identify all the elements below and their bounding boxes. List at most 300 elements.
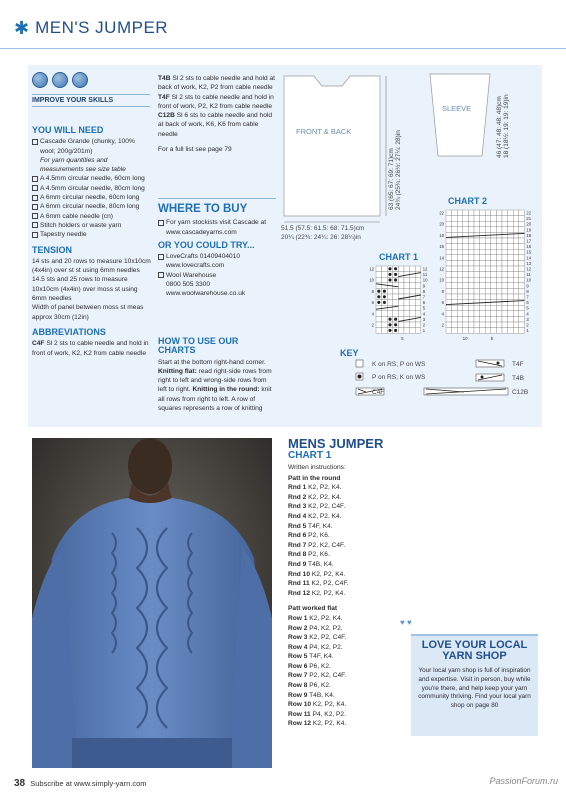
- chart-cell: [502, 249, 508, 255]
- chart-cell: [410, 283, 416, 289]
- chart1-grid: [368, 262, 432, 346]
- chart-cell: [387, 294, 393, 300]
- chart-cell: [457, 288, 463, 294]
- abbrev-c12b: C12B Sl 6 sts to cable needle and hold at back of work, K6, K6 from cable needle: [158, 112, 273, 138]
- chart-cell: [491, 316, 497, 322]
- row-label: 16: [439, 244, 444, 250]
- lys-text: Your local yarn shop is full of inspiration and expertise. Visit in person, buy while you're there, and help keep your yarn community thriving. Find your local yarn shop on page 80: [418, 667, 531, 710]
- chart-cell: [474, 238, 480, 244]
- chart-cell: [480, 322, 486, 328]
- chart-cell: [496, 238, 502, 244]
- round-instruction: Rnd 12 K2, P2, K4.: [288, 589, 346, 597]
- row-label: 12: [369, 266, 374, 272]
- lys-heading: LOVE YOUR LOCAL YARN SHOP: [421, 639, 528, 662]
- page-title: MEN'S JUMPER: [35, 18, 169, 37]
- chart-cell: [398, 328, 404, 334]
- alt-stockists-heading: OR YOU COULD TRY...: [158, 239, 255, 250]
- chart-cell: [496, 210, 502, 216]
- chart-cell: [496, 316, 502, 322]
- key-t4b: T4B: [512, 375, 524, 382]
- chart-cell: [463, 221, 469, 227]
- round-instruction: Rnd 11 K2, P2, C4F.: [288, 580, 349, 588]
- chart-key: [340, 348, 359, 358]
- chart-cell: [502, 272, 508, 278]
- chart-cell: [519, 249, 525, 255]
- chart-cell: [376, 277, 382, 283]
- row-label: 9: [526, 283, 529, 289]
- need-item: Tapestry needle: [32, 230, 152, 239]
- chart-cell: [474, 328, 480, 334]
- checkbox[interactable]: [32, 232, 38, 238]
- chart-cell: [468, 322, 474, 328]
- chart-cell: [457, 316, 463, 322]
- chart-cell: [491, 311, 497, 317]
- chart-cell: [513, 316, 519, 322]
- row-label: 12: [439, 266, 444, 272]
- chart-cell: [446, 210, 452, 216]
- chart-cell: [519, 288, 525, 294]
- chart-cell: [508, 244, 514, 250]
- chart-cell: [480, 244, 486, 250]
- chart-cell: [502, 300, 508, 306]
- chart-cell: [519, 316, 525, 322]
- row-label: 21: [526, 216, 532, 222]
- chart-cell: [485, 266, 491, 272]
- chart-cell: [480, 255, 486, 261]
- chart-cell: [457, 277, 463, 283]
- checkbox[interactable]: [32, 176, 38, 182]
- row-label: 8: [441, 288, 444, 294]
- chart-cell: [457, 294, 463, 300]
- chart-cell: [496, 266, 502, 272]
- page-footer: [14, 778, 147, 789]
- how-to-text: Start at the bottom right-hand corner. Knitting flat: read right-side rows from right to left and wrong-side rows from left to right. Knitting in the round: knit all rows from right to left. A row of squares represents a row of knitting: [158, 358, 272, 413]
- chart-cell: [491, 328, 497, 334]
- chart-cell: [404, 266, 410, 272]
- chart-cell: [519, 255, 525, 261]
- row-instruction: Row 9 T4B, K4.: [288, 691, 335, 699]
- chart-cell: [485, 227, 491, 233]
- chart-cell: [485, 260, 491, 266]
- chart-cell: [446, 249, 452, 255]
- chart-cell: [519, 260, 525, 266]
- chart-cell: [376, 311, 382, 317]
- chart-cell: [485, 221, 491, 227]
- chart-cell: [457, 210, 463, 216]
- chart-cell: [415, 277, 421, 283]
- chart-cell: [382, 322, 388, 328]
- chart-cell: [468, 232, 474, 238]
- chart-cell: [513, 322, 519, 328]
- chart-cell: [502, 260, 508, 266]
- chart-cell: [519, 238, 525, 244]
- page-number: 38: [14, 778, 26, 789]
- chart-cell: [382, 266, 388, 272]
- chart-cell: [398, 300, 404, 306]
- purl-dot: [388, 329, 391, 332]
- chart-cell: [480, 311, 486, 317]
- watermark: PassionForum.ru: [489, 776, 558, 786]
- chart-cell: [393, 288, 399, 294]
- row-label: 14: [439, 255, 444, 261]
- chart-cell: [474, 322, 480, 328]
- chart-cell: [457, 255, 463, 261]
- key-knit: K on RS; P on WS: [372, 361, 426, 368]
- chart-cell: [457, 283, 463, 289]
- chart-cell: [468, 221, 474, 227]
- stockist-item: For yarn stockists visit Cascade at: [158, 218, 276, 227]
- chart-cell: [496, 311, 502, 317]
- need-item: A 6mm circular needle, 80cm long: [32, 202, 152, 211]
- chart-cell: [491, 283, 497, 289]
- chart-cell: [446, 305, 452, 311]
- purl-dot: [394, 329, 397, 332]
- row-instruction: Row 12 K2, P2, K4.: [288, 720, 347, 728]
- header-rule: [0, 48, 566, 49]
- row-label: 3: [526, 316, 529, 322]
- need-item: A 4.5mm circular needle, 60cm long: [32, 174, 152, 183]
- chart2-grid: [432, 206, 542, 346]
- chart-cell: [410, 266, 416, 272]
- chart-cell: [457, 216, 463, 222]
- front-back-label: FRONT & BACK: [296, 127, 352, 136]
- chart-cell: [496, 255, 502, 261]
- purl-dot: [388, 323, 391, 326]
- need-item: A 6mm circular needle, 60cm long: [32, 193, 152, 202]
- chart-cell: [480, 249, 486, 255]
- round-instruction: Rnd 2 K2, P2, K4.: [288, 493, 342, 501]
- chart-cell: [446, 316, 452, 322]
- chart-cell: [474, 266, 480, 272]
- chart-cell: [474, 227, 480, 233]
- checkbox[interactable]: [32, 222, 38, 228]
- chart-cell: [404, 277, 410, 283]
- chart-cell: [485, 322, 491, 328]
- row-label: 20: [439, 221, 444, 227]
- row-label: 6: [422, 300, 426, 306]
- chart-cell: [457, 266, 463, 272]
- chart-cell: [382, 311, 388, 317]
- chart-cell: [496, 322, 502, 328]
- chart-cell: [502, 316, 508, 322]
- chart-cell: [415, 283, 421, 289]
- checkbox[interactable]: [32, 213, 38, 219]
- checkbox[interactable]: [158, 220, 164, 226]
- row-label: 8: [526, 288, 529, 294]
- flat-list: [288, 614, 408, 729]
- chart-cell: [480, 305, 486, 311]
- chart-cell: [468, 249, 474, 255]
- chart-cell: [496, 221, 502, 227]
- round-instruction: Rnd 5 T4F, K4.: [288, 522, 333, 530]
- chart-cell: [496, 277, 502, 283]
- chart-cell: [452, 255, 458, 261]
- chart-cell: [376, 305, 382, 311]
- yarn-ball-icon: [52, 72, 68, 88]
- chart-cell: [480, 221, 486, 227]
- front-back-length: 63 (65: 67: 69: 71)cm 24¾ (25¾: 26½: 27¼: 28)in: [388, 130, 402, 210]
- chart-cell: [457, 244, 463, 250]
- chart-cell: [485, 283, 491, 289]
- row-label: 9: [422, 283, 426, 289]
- chart-cell: [468, 227, 474, 233]
- need-item: A 6mm cable needle (cn): [32, 212, 152, 221]
- chart-cell: [474, 305, 480, 311]
- chart-cell: [404, 311, 410, 317]
- purl-dot: [388, 318, 391, 321]
- chart-cell: [491, 249, 497, 255]
- chart-cell: [452, 238, 458, 244]
- chart-cell: [415, 311, 421, 317]
- chart-cell: [513, 238, 519, 244]
- chart-cell: [508, 272, 514, 278]
- chart-cell: [452, 244, 458, 250]
- skill-level-icons: [32, 72, 150, 88]
- chart-cell: [452, 283, 458, 289]
- chart-cell: [480, 283, 486, 289]
- chart-cell: [480, 260, 486, 266]
- chart-cell: [508, 232, 514, 238]
- chart-cell: [519, 328, 525, 334]
- row-label: 6: [441, 300, 444, 306]
- chart-cell: [468, 272, 474, 278]
- tension-text: Width of panel between moss st meas approx 30cm (12in): [32, 304, 144, 321]
- chart-cell: [463, 249, 469, 255]
- chart-cell: [508, 216, 514, 222]
- chart-cell: [513, 210, 519, 216]
- chart-cell: [508, 210, 514, 216]
- col-label: 5: [490, 336, 494, 342]
- skills-badge: [32, 72, 150, 107]
- row-label: 3: [422, 316, 426, 322]
- chart-cell: [491, 322, 497, 328]
- chart-cell: [410, 288, 416, 294]
- chart-cell: [502, 288, 508, 294]
- chart-cell: [398, 277, 404, 283]
- chart-cell: [404, 322, 410, 328]
- row-instruction: Row 5 T4F, K4.: [288, 653, 334, 661]
- chart-cell: [468, 300, 474, 306]
- checkbox[interactable]: [32, 139, 38, 145]
- chart-cell: [485, 210, 491, 216]
- materials-column: [32, 126, 152, 358]
- chart-cell: [382, 277, 388, 283]
- purl-dot: [388, 278, 391, 281]
- chart-cell: [502, 255, 508, 261]
- round-heading: Patt in the round: [288, 474, 341, 482]
- chart-cell: [398, 288, 404, 294]
- subscribe-link[interactable]: Subscribe at www.simply-yarn.com: [30, 779, 147, 788]
- chart-cell: [480, 210, 486, 216]
- checkbox[interactable]: [32, 185, 38, 191]
- chart-cell: [485, 294, 491, 300]
- model-photo: [32, 438, 272, 768]
- chart-cell: [513, 266, 519, 272]
- chart-cell: [463, 288, 469, 294]
- chart-cell: [468, 294, 474, 300]
- key-c4f: C4F: [372, 389, 385, 396]
- chart-cell: [463, 238, 469, 244]
- chart-cell: [404, 288, 410, 294]
- chart-cell: [491, 255, 497, 261]
- chart-cell: [496, 305, 502, 311]
- chart-cell: [496, 216, 502, 222]
- purl-dot: [383, 290, 386, 293]
- purl-dot: [377, 295, 380, 298]
- chart-cell: [463, 272, 469, 278]
- chart-cell: [491, 221, 497, 227]
- chart-cell: [468, 311, 474, 317]
- row-label: 10: [369, 277, 374, 283]
- chart-cell: [410, 300, 416, 306]
- chart-cell: [404, 305, 410, 311]
- chart-cell: [519, 210, 525, 216]
- chart-cell: [452, 294, 458, 300]
- checkbox[interactable]: [32, 204, 38, 210]
- chart-cell: [410, 322, 416, 328]
- stockist-url[interactable]: www.lovecrafts.com: [166, 262, 225, 270]
- row-instruction: Row 2 P4, K2, P2.: [288, 624, 343, 632]
- chart-cell: [393, 311, 399, 317]
- chart-cell: [519, 322, 525, 328]
- row-label: 10: [526, 277, 532, 283]
- chart-cell: [508, 294, 514, 300]
- chart-cell: [519, 216, 525, 222]
- row-label: 14: [526, 255, 532, 261]
- chart-cell: [513, 244, 519, 250]
- you-will-need-heading: YOU WILL NEED: [32, 125, 104, 135]
- chart-cell: [480, 294, 486, 300]
- round-list: [288, 483, 408, 598]
- chart-cell: [452, 216, 458, 222]
- sleeve-length: 46 (47: 48: 48: 48)cm 18 (18½: 19: 19: 19)in: [496, 94, 510, 158]
- chart-cell: [457, 238, 463, 244]
- chart-cell: [474, 216, 480, 222]
- tension-text: 14.5 sts and 25 rows to measure 10x10cm (4x4in) over moss st using 6mm needles: [32, 276, 138, 303]
- chart-cell: [415, 322, 421, 328]
- row-label: 8: [422, 288, 426, 294]
- chart-cell: [446, 311, 452, 317]
- chart-cell: [502, 266, 508, 272]
- chart-cell: [410, 277, 416, 283]
- stockist-phone: 0800 505 3300: [166, 281, 211, 289]
- purl-dot: [394, 273, 397, 276]
- chart-cell: [491, 272, 497, 278]
- chart-cell: [508, 221, 514, 227]
- row-instruction: Row 3 K2, P2, C4F.: [288, 634, 347, 642]
- row-label: 6: [526, 300, 529, 306]
- chart-cell: [468, 210, 474, 216]
- chart-cell: [513, 260, 519, 266]
- chart-cell: [502, 238, 508, 244]
- written-title: MENS JUMPER: [288, 436, 384, 451]
- chart-cell: [410, 311, 416, 317]
- chart-cell: [496, 260, 502, 266]
- chart-cell: [502, 311, 508, 317]
- chart-cell: [519, 272, 525, 278]
- row-label: 5: [526, 305, 529, 311]
- yarn-ball-icon: [72, 72, 88, 88]
- chart-cell: [485, 238, 491, 244]
- row-label: 10: [422, 277, 428, 283]
- checkbox[interactable]: [32, 195, 38, 201]
- row-label: 6: [371, 300, 374, 306]
- chart-cell: [508, 260, 514, 266]
- stockist-url[interactable]: www.cascadeyarns.com: [166, 228, 237, 236]
- chart-cell: [508, 249, 514, 255]
- hearts-icon: ♥ ♥: [400, 618, 412, 627]
- chart-cell: [491, 305, 497, 311]
- need-item: Stitch holders or waste yarn: [32, 221, 152, 230]
- row-label: 15: [526, 249, 532, 255]
- row-label: 16: [526, 244, 532, 250]
- chart-cell: [491, 288, 497, 294]
- row-label: 17: [526, 238, 532, 244]
- row-label: 7: [526, 294, 529, 300]
- chart-cell: [463, 305, 469, 311]
- chart-cell: [502, 283, 508, 289]
- chart-cell: [513, 300, 519, 306]
- chart-cell: [452, 322, 458, 328]
- chart-cell: [508, 238, 514, 244]
- row-label: 1: [526, 328, 529, 334]
- stockist-url[interactable]: www.woolwarehouse.co.uk: [166, 290, 246, 298]
- chart-cell: [491, 266, 497, 272]
- chart-cell: [496, 294, 502, 300]
- chart-cell: [452, 272, 458, 278]
- tension-heading: TENSION: [32, 244, 73, 255]
- chart-cell: [463, 244, 469, 250]
- chart-cell: [474, 255, 480, 261]
- purl-dot: [394, 323, 397, 326]
- chart-cell: [496, 288, 502, 294]
- chart-cell: [415, 305, 421, 311]
- chart-cell: [452, 221, 458, 227]
- chart-cell: [463, 227, 469, 233]
- chart-cell: [485, 328, 491, 334]
- chart-cell: [474, 288, 480, 294]
- chart-cell: [457, 305, 463, 311]
- row-label: 20: [526, 221, 532, 227]
- chart-cell: [502, 227, 508, 233]
- tension-text: 14 sts and 20 rows to measure 10x10cm (4x4in) over st st using 6mm needles: [32, 257, 151, 275]
- key-t4f: T4F: [512, 361, 524, 368]
- chart-cell: [519, 266, 525, 272]
- chart-cell: [452, 260, 458, 266]
- chart-cell: [452, 305, 458, 311]
- chart-cell: [446, 272, 452, 278]
- row-label: 19: [526, 227, 532, 233]
- row-label: 22: [439, 210, 444, 216]
- chart-cell: [480, 216, 486, 222]
- checkbox[interactable]: [158, 272, 164, 278]
- chart-cell: [398, 322, 404, 328]
- chart-cell: [415, 328, 421, 334]
- chart-cell: [491, 216, 497, 222]
- chart-cell: [393, 300, 399, 306]
- chart-cell: [463, 322, 469, 328]
- chart-cell: [446, 216, 452, 222]
- checkbox[interactable]: [158, 254, 164, 260]
- page-header: [14, 18, 168, 38]
- row-label: 1: [422, 328, 426, 334]
- chart-cell: [457, 260, 463, 266]
- chart-cell: [508, 322, 514, 328]
- chart-cell: [468, 305, 474, 311]
- row-label: 12: [526, 266, 532, 272]
- chart-cell: [446, 283, 452, 289]
- chart-cell: [474, 260, 480, 266]
